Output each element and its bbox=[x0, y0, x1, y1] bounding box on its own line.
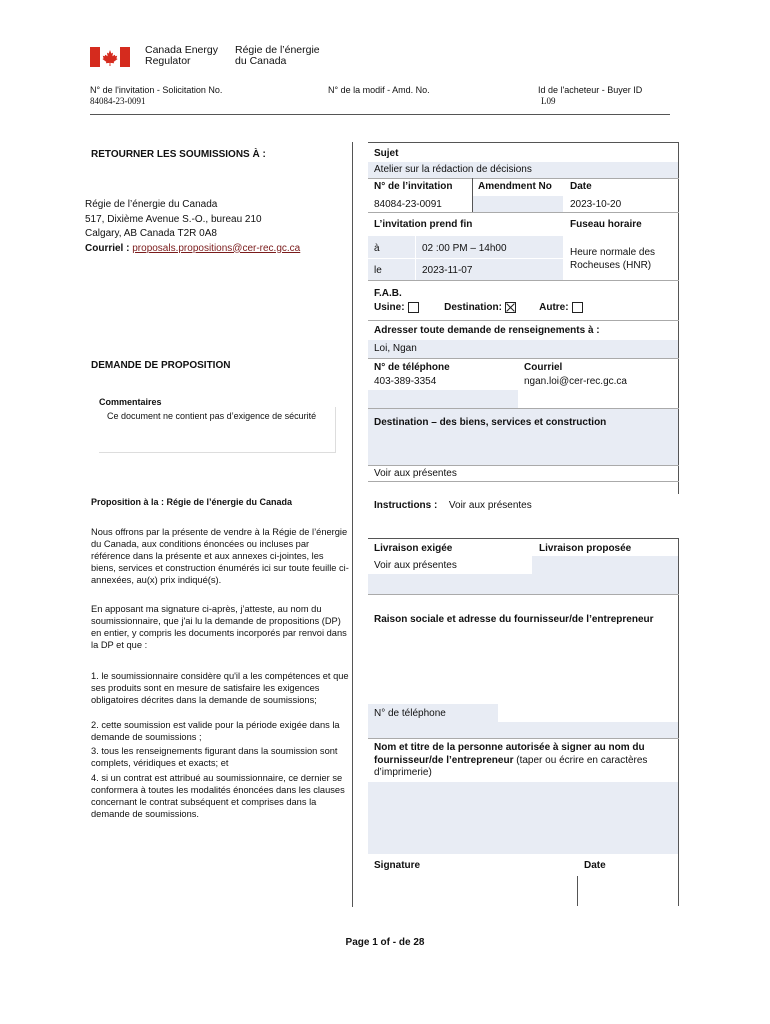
subject-value: Atelier sur la rédaction de décisions bbox=[374, 164, 532, 175]
condition-4: 4. si un contrat est attribué au soumissionnaire, ce dernier se conformera à toutes les modalités énoncées dans les clauses concernant le contrat subséquent et comprises dans la demande de soumissions. bbox=[91, 773, 345, 819]
comments-text: Ce document ne contient pas d’exigence de sécurité bbox=[107, 411, 317, 421]
email-label: Courriel bbox=[524, 362, 563, 373]
return-address: Régie de l’énergie du Canada 517, Dixième Avenue S.-O., bureau 210 Calgary, AB Canada T2R 0A8 Courriel : proposals.propositions@cer-rec.gc.ca bbox=[85, 199, 301, 254]
condition-1: 1. le soumissionnaire considère qu'il a les compétences et que ses produits sont en mesure de satisfaire les exigences obligatoires décrites dans la demande de soumissions; bbox=[91, 671, 349, 705]
on-label: le bbox=[374, 265, 382, 276]
delivery-offered-label: Livraison proposée bbox=[539, 543, 632, 554]
timezone-label: Fuseau horaire bbox=[570, 219, 642, 230]
logo bbox=[90, 45, 330, 69]
right-frame-left bbox=[352, 142, 353, 907]
supplier-label: Raison sociale et adresse du fournisseur/de l’entrepreneur bbox=[374, 614, 654, 625]
usine-label: Usine: bbox=[374, 302, 405, 314]
offer-paragraph: Nous offrons par la présente de vendre à la Régie de l’énergie du Canada, aux conditions énoncées ou incluses par référence dans la présente et aux annexes ci-jointes, les biens, services et construction énumérés ici sur toute feuille ci-annexées, au(x) prix indiqué(s). bbox=[91, 527, 349, 585]
enquiries-label: Adresser toute demande de renseignements à : bbox=[374, 325, 600, 336]
phone-label: N° de téléphone bbox=[374, 362, 450, 373]
destination-goods-label: Destination – des biens, services et construction bbox=[374, 417, 607, 428]
attest-paragraph: En apposant ma signature ci-après, j’atteste, au nom du soumissionnaire, que j'ai lu la demande de propositions (DP) en entier, y compris les documents incorporés par renvoi dans la DP et que : bbox=[91, 604, 347, 650]
inv-no-value: 84084-23-0091 bbox=[374, 199, 442, 210]
signature-date-label: Date bbox=[584, 860, 606, 871]
contact-email[interactable]: ngan.loi@cer-rec.gc.ca bbox=[524, 376, 627, 387]
condition-2: 2. cette soumission est valide pour la période exigée dans la demande de soumissions ; bbox=[91, 720, 340, 742]
amd-label: N° de la modif - Amd. No. bbox=[328, 85, 430, 95]
comments-title: Commentaires bbox=[99, 397, 162, 407]
date-label: Date bbox=[570, 181, 592, 192]
page-number: Page 1 of - de 28 bbox=[345, 937, 425, 948]
at-label: à bbox=[374, 243, 380, 254]
closing-time: 02 :00 PM – 14h00 bbox=[422, 243, 507, 254]
proposal-to: Proposition à la : Régie de l’énergie du Canada bbox=[91, 497, 293, 507]
signatory-label: Nom et titre de la personne autorisée à signer au nom du fournisseur/de l’entrepreneur (taper ou écrire en caractères d’imprimerie) bbox=[374, 742, 648, 778]
header-divider bbox=[90, 114, 670, 115]
autre-checkbox[interactable] bbox=[572, 302, 583, 313]
inv-no-label: N° de l’invitation bbox=[374, 181, 453, 192]
solicitation-value: 84084-23-0091 bbox=[90, 96, 146, 106]
return-bids-title: RETOURNER LES SOUMISSIONS À : bbox=[91, 149, 266, 160]
canada-flag-icon bbox=[90, 47, 130, 67]
usine-checkbox[interactable] bbox=[408, 302, 419, 313]
delivery-required-label: Livraison exigée bbox=[374, 543, 453, 554]
closing-label: L’invitation prend fin bbox=[374, 219, 473, 230]
rfp-title: DEMANDE DE PROPOSITION bbox=[91, 360, 231, 371]
destination-see-herein: Voir aux présentes bbox=[374, 468, 457, 479]
destination-checkbox[interactable] bbox=[505, 302, 516, 313]
signature-label: Signature bbox=[374, 860, 421, 871]
buyer-value: L09 bbox=[541, 96, 556, 106]
org-name-fr: Régie de l’énergie du Canada bbox=[235, 44, 320, 67]
instructions-label: Instructions : bbox=[374, 500, 438, 511]
amendment-label: Amendment No bbox=[478, 181, 552, 192]
fob-options bbox=[374, 302, 674, 313]
condition-3: 3. tous les renseignements figurant dans la soumission sont complets, véridiques et exacts; et bbox=[91, 746, 338, 768]
contact-name: Loi, Ngan bbox=[374, 343, 417, 354]
closing-date: 2023-11-07 bbox=[422, 265, 473, 276]
buyer-label: Id de l'acheteur - Buyer ID bbox=[538, 85, 643, 95]
comments-box bbox=[99, 407, 336, 453]
instructions-row bbox=[374, 500, 532, 511]
autre-label: Autre: bbox=[539, 302, 569, 314]
return-email-link[interactable]: proposals.propositions@cer-rec.gc.ca bbox=[132, 242, 301, 254]
fob-label: F.A.B. bbox=[374, 288, 402, 299]
solicitation-label: N° de l'invitation - Solicitation No. bbox=[90, 85, 223, 95]
right-frame-right-top bbox=[678, 142, 679, 494]
instructions-value: Voir aux présentes bbox=[448, 500, 532, 511]
delivery-required-value: Voir aux présentes bbox=[374, 560, 457, 571]
date-value: 2023-10-20 bbox=[570, 199, 622, 210]
supplier-phone-label: N° de téléphone bbox=[374, 708, 446, 719]
subject-label: Sujet bbox=[374, 148, 399, 159]
phone-value: 403-389-3354 bbox=[374, 376, 437, 387]
timezone-value: Heure normale des Rocheuses (HNR) bbox=[570, 247, 656, 271]
right-frame-top bbox=[368, 142, 679, 143]
destination-label: Destination: bbox=[444, 302, 502, 314]
org-name-en: Canada Energy Regulator bbox=[145, 44, 218, 67]
